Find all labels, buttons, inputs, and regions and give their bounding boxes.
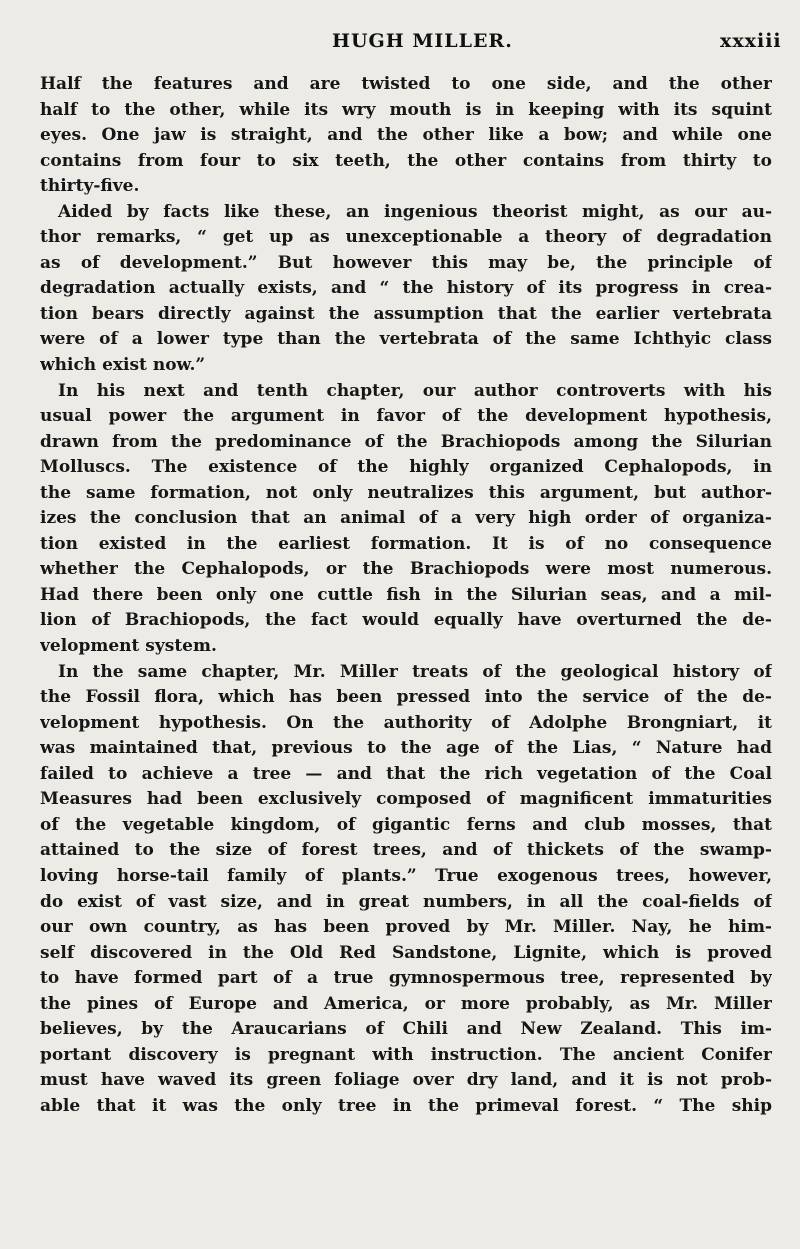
text-line: tion bears directly against the assumption that the earlier vertebrata bbox=[40, 303, 772, 324]
text-line: eyes. One jaw is straight, and the other like a bow; and while one bbox=[40, 125, 772, 146]
text-line: Aided by facts like these, an ingenious theorist might, as our au- bbox=[58, 201, 772, 222]
text-line: must have waved its green foliage over dry land, and it is not prob- bbox=[40, 1070, 772, 1091]
text-line: our own country, as has been proved by Mr. Miller. Nay, he him- bbox=[40, 917, 772, 938]
text-line: do exist of vast size, and in great numbers, in all the coal-fields of bbox=[40, 891, 772, 912]
text-line: portant discovery is pregnant with instruction. The ancient Conifer bbox=[40, 1044, 772, 1065]
text-line: able that it was the only tree in the primeval forest. “ The ship bbox=[40, 1095, 772, 1116]
page-number: xxxiii bbox=[720, 30, 782, 52]
text-line: half to the other, while its wry mouth is in keeping with its squint bbox=[40, 99, 772, 120]
text-line: Measures had been exclusively composed of magnificent immaturities bbox=[40, 789, 772, 810]
text-line: contains from four to six teeth, the other contains from thirty to bbox=[40, 150, 772, 171]
text-line: to have formed part of a true gymnospermous tree, represented by bbox=[40, 968, 772, 989]
text-line: the same formation, not only neutralizes this argument, but author- bbox=[40, 482, 772, 503]
text-line: thirty-five. bbox=[40, 176, 140, 197]
text-line: drawn from the predominance of the Brachiopods among the Silurian bbox=[40, 431, 772, 452]
text-line: which exist now.” bbox=[40, 355, 206, 376]
running-title: HUGH MILLER. bbox=[332, 30, 513, 52]
body-text bbox=[40, 72, 772, 1119]
text-line: the pines of Europe and America, or more probably, as Mr. Miller bbox=[40, 993, 772, 1014]
text-line: Molluscs. The existence of the highly organized Cephalopods, in bbox=[40, 457, 772, 478]
text-line: was maintained that, previous to the age of the Lias, “ Nature had bbox=[40, 738, 772, 759]
text-line: degradation actually exists, and “ the history of its progress in crea- bbox=[40, 278, 772, 299]
text-line: velopment system. bbox=[40, 636, 217, 657]
text-line: as of development.” But however this may be, the principle of bbox=[40, 252, 772, 273]
text-line: izes the conclusion that an animal of a very high order of organiza- bbox=[40, 508, 772, 529]
text-line: were of a lower type than the vertebrata of the same Ichthyic class bbox=[40, 329, 772, 350]
text-line: velopment hypothesis. On the authority of Adolphe Brongniart, it bbox=[40, 712, 772, 733]
text-line: believes, by the Araucarians of Chili and New Zealand. This im- bbox=[40, 1019, 772, 1040]
text-line: In the same chapter, Mr. Miller treats of the geological history of bbox=[58, 661, 772, 682]
text-line: failed to achieve a tree — and that the rich vegetation of the Coal bbox=[40, 763, 772, 784]
text-line: whether the Cephalopods, or the Brachiopods were most numerous. bbox=[40, 559, 772, 580]
text-line: of the vegetable kingdom, of gigantic ferns and club mosses, that bbox=[40, 814, 772, 835]
text-line: lion of Brachiopods, the fact would equally have overturned the de- bbox=[40, 610, 772, 631]
text-line: the Fossil flora, which has been pressed into the service of the de- bbox=[40, 687, 772, 708]
text-line: self discovered in the Old Red Sandstone, Lignite, which is proved bbox=[40, 942, 772, 963]
text-line: usual power the argument in favor of the development hypothesis, bbox=[40, 406, 772, 427]
running-head bbox=[0, 30, 800, 58]
text-line: loving horse-tail family of plants.” True exogenous trees, however, bbox=[40, 865, 772, 886]
text-line: attained to the size of forest trees, and of thickets of the swamp- bbox=[40, 840, 772, 861]
text-line: Had there been only one cuttle fish in the Silurian seas, and a mil- bbox=[40, 584, 772, 605]
text-line: thor remarks, “ get up as unexceptionable a theory of degradation bbox=[40, 227, 772, 248]
text-line: In his next and tenth chapter, our author controverts with his bbox=[58, 380, 772, 401]
text-line: tion existed in the earliest formation. It is of no consequence bbox=[40, 533, 772, 554]
text-line: Half the features and are twisted to one side, and the other bbox=[40, 74, 772, 94]
